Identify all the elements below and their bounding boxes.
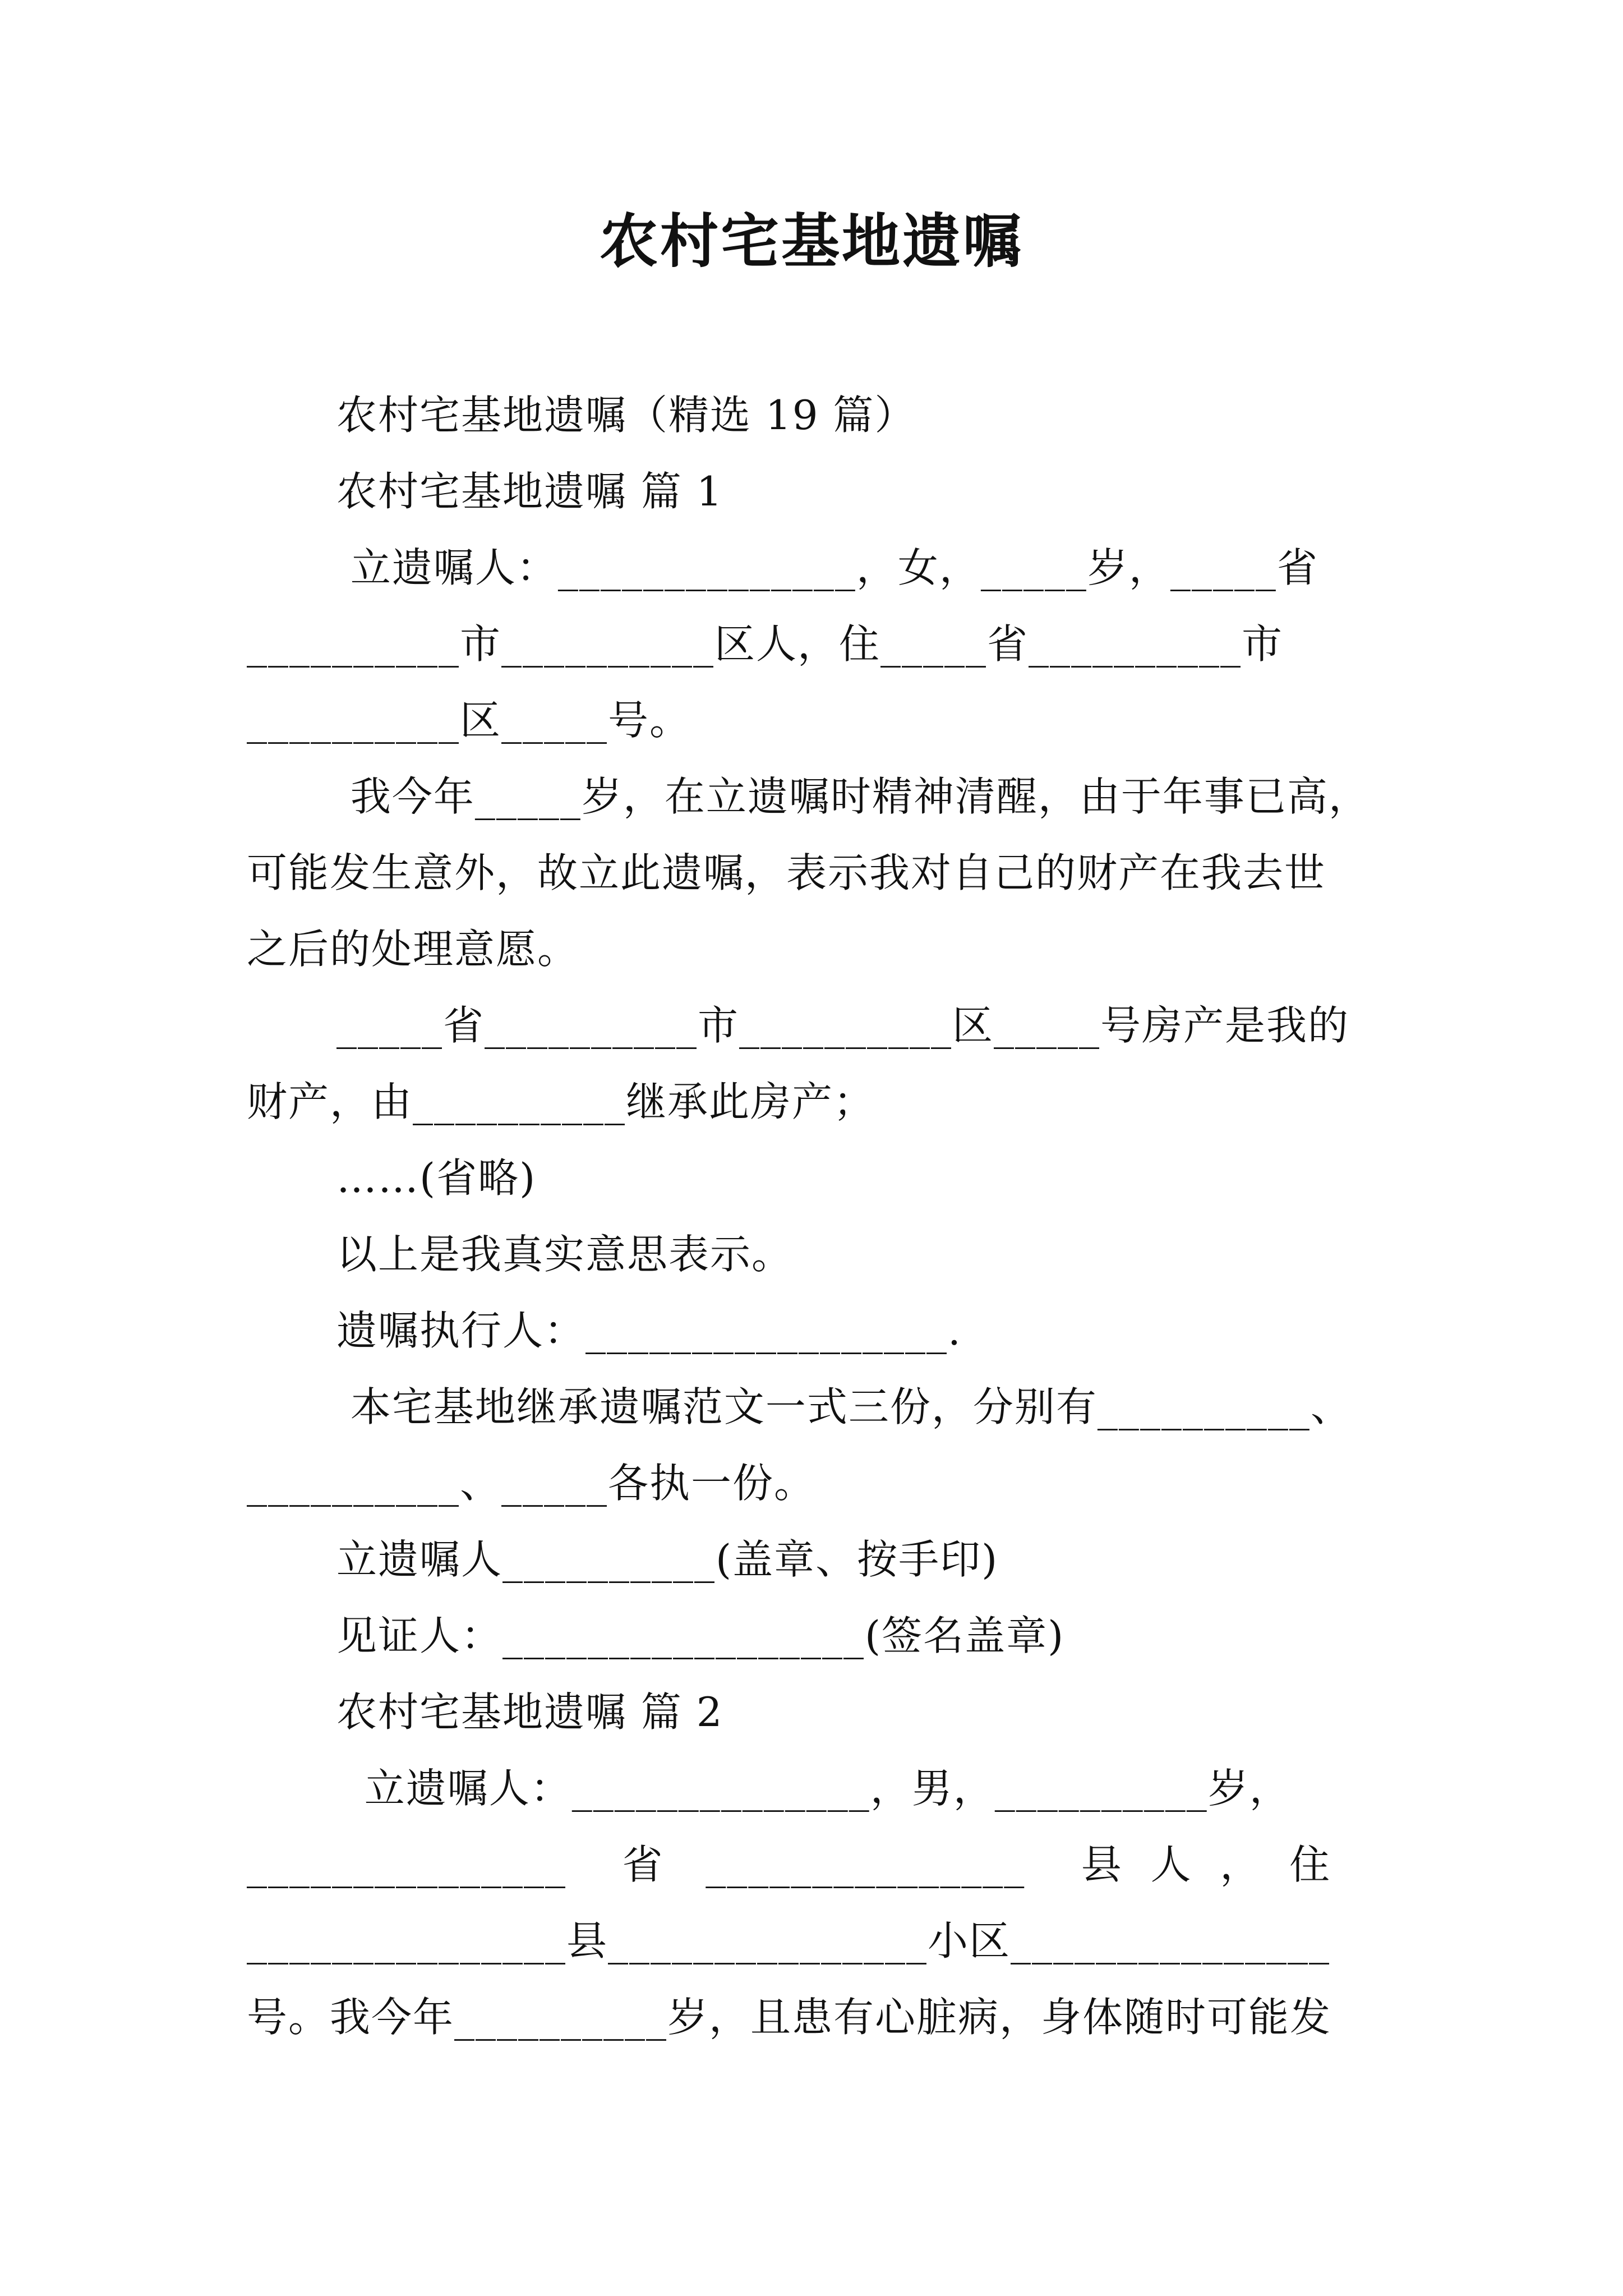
document-title: 农村宅基地遗嘱 bbox=[599, 206, 1023, 275]
paragraph-line: 本宅基地继承遗嘱范文一式三份，分别有__________、 bbox=[336, 1383, 1352, 1430]
paragraph-line: 农村宅基地遗嘱 篇 1 bbox=[336, 468, 723, 515]
paragraph-line: _____省__________市__________区_____号房产是我的 bbox=[336, 1002, 1350, 1049]
paragraph-line: 可能发生意外，故立此遗嘱，表示我对自己的财产在我去世 bbox=[247, 849, 1326, 896]
paragraph-line: 财产，由__________继承此房产； bbox=[247, 1078, 875, 1125]
paragraph-line: 见证人：_________________(签名盖章) bbox=[336, 1612, 1065, 1659]
paragraph-line: __________、_____各执一份。 bbox=[247, 1460, 816, 1507]
paragraph-line: ……(省略) bbox=[336, 1154, 537, 1202]
paragraph-line: 之后的处理意愿。 bbox=[247, 926, 579, 973]
paragraph-line: __________市__________区人，住_____省__________市 bbox=[247, 620, 1284, 668]
paragraph-line: 立遗嘱人：______________，女，_____岁，_____省 bbox=[336, 544, 1318, 591]
paragraph-line: _______________ 省 _______________ 县 人 ， 住 bbox=[247, 1841, 1331, 1888]
paragraph-line: 我今年_____岁，在立遗嘱时精神清醒，由于年事已高， bbox=[336, 773, 1370, 820]
paragraph-line: 农村宅基地遗嘱 篇 2 bbox=[336, 1688, 723, 1736]
paragraph-line: _______________县_______________小区_______________ bbox=[247, 1917, 1330, 1964]
paragraph-line: 号。我今年__________岁，且患有心脏病，身体随时可能发 bbox=[247, 1994, 1332, 2041]
paragraph-line: 立遗嘱人：______________，男，__________岁， bbox=[336, 1765, 1291, 1812]
paragraph-line: 以上是我真实意思表示。 bbox=[336, 1231, 794, 1278]
paragraph-line: 农村宅基地遗嘱（精选 19 篇） bbox=[336, 392, 916, 439]
paragraph-line: 立遗嘱人__________(盖章、按手印) bbox=[336, 1536, 999, 1583]
paragraph-line: 遗嘱执行人：_________________. bbox=[336, 1307, 962, 1354]
paragraph-line: __________区_____号。 bbox=[247, 697, 691, 744]
